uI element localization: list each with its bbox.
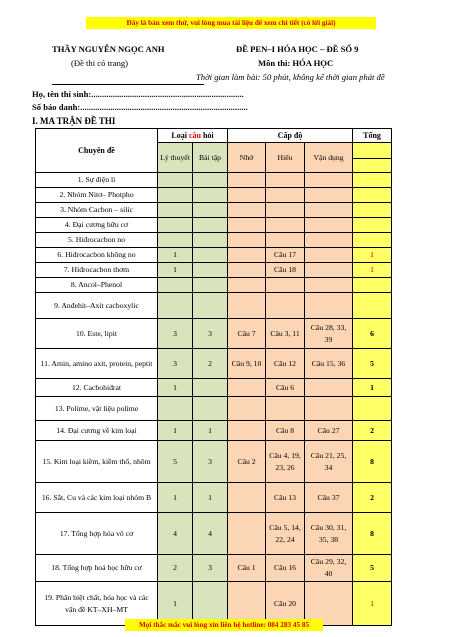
preview-banner: Đây là bản xem thử, vui lòng mua tài liệu để xem chi tiết (có lời giải) (86, 17, 376, 29)
understand-cell (266, 173, 305, 188)
exam-subject: Môn thi: HÓA HỌC (258, 58, 334, 68)
header-topic: Chuyên đề (36, 129, 158, 173)
table-row (36, 513, 392, 555)
header-level: Cấp độ (228, 129, 353, 143)
theory-cell (158, 278, 193, 293)
apply-cell (305, 263, 353, 278)
theory-cell: 1 (158, 263, 193, 278)
total-cell (353, 218, 392, 233)
remember-cell (228, 173, 266, 188)
understand-cell: Câu 13 (266, 483, 305, 513)
apply-cell: Câu 37 (305, 483, 353, 513)
topic-cell: 16. Sắt, Cu và các kim loại nhóm B (36, 483, 158, 513)
understand-cell (266, 218, 305, 233)
understand-cell: Câu 5, 14, 22, 24 (266, 513, 305, 555)
total-cell: 1 (353, 263, 392, 278)
exercise-cell: 3 (193, 319, 228, 349)
apply-cell (305, 203, 353, 218)
apply-cell (305, 248, 353, 263)
remember-cell (228, 218, 266, 233)
table-row (36, 555, 392, 582)
apply-cell: Câu 29, 32, 40 (305, 555, 353, 582)
remember-cell (228, 188, 266, 203)
topic-cell: 10. Este, lipit (36, 319, 158, 349)
understand-cell: Câu 17 (266, 248, 305, 263)
apply-cell (305, 188, 353, 203)
header-total-fill (353, 143, 392, 159)
exercise-cell (193, 263, 228, 278)
table-row (36, 293, 392, 319)
understand-cell: Câu 8 (266, 421, 305, 441)
exercise-cell (193, 233, 228, 248)
topic-cell: 6. Hiđrocacbon không no (36, 248, 158, 263)
total-cell: 2 (353, 421, 392, 441)
theory-cell: 4 (158, 513, 193, 555)
theory-cell (158, 173, 193, 188)
topic-cell: 5. Hiđrocacbon no (36, 233, 158, 248)
table-row (36, 248, 392, 263)
exercise-cell (193, 218, 228, 233)
remember-cell (228, 248, 266, 263)
student-name-line: Họ, tên thí sinh:....................................................................... (32, 89, 244, 99)
topic-cell: 12. Cacbohiđrat (36, 379, 158, 397)
total-cell (353, 278, 392, 293)
understand-cell (266, 293, 305, 319)
theory-cell (158, 293, 193, 319)
exercise-cell: 3 (193, 555, 228, 582)
understand-cell: Câu 20 (266, 582, 305, 626)
apply-cell: Câu 28, 33, 39 (305, 319, 353, 349)
theory-cell: 1 (158, 421, 193, 441)
apply-cell (305, 397, 353, 421)
theory-cell (158, 233, 193, 248)
exercise-cell (193, 278, 228, 293)
exercise-cell (193, 188, 228, 203)
understand-cell (266, 397, 305, 421)
exercise-cell: 1 (193, 421, 228, 441)
topic-cell: 14. Đại cương về kim loại (36, 421, 158, 441)
topic-cell: 8. Ancol–Phenol (36, 278, 158, 293)
remember-cell (228, 379, 266, 397)
header-divider (52, 84, 204, 85)
table-row (36, 173, 392, 188)
understand-cell (266, 188, 305, 203)
theory-cell (158, 188, 193, 203)
table-row (36, 263, 392, 278)
remember-cell: Câu 1 (228, 555, 266, 582)
total-cell: 2 (353, 483, 392, 513)
exercise-cell (193, 173, 228, 188)
table-row (36, 233, 392, 248)
total-cell: 5 (353, 555, 392, 582)
remember-cell (228, 278, 266, 293)
table-row (36, 203, 392, 218)
table-row (36, 483, 392, 513)
topic-cell: 11. Amin, amino axit, protein, peptit (36, 349, 158, 379)
understand-cell (266, 278, 305, 293)
table-row (36, 379, 392, 397)
apply-cell: Câu 30, 31, 35, 38 (305, 513, 353, 555)
theory-cell: 1 (158, 582, 193, 626)
table-row (36, 421, 392, 441)
topic-cell: 13. Polime, vật liệu polime (36, 397, 158, 421)
total-cell (353, 203, 392, 218)
table-row (36, 319, 392, 349)
understand-cell: Câu 4, 19, 23, 26 (266, 441, 305, 483)
remember-cell (228, 203, 266, 218)
topic-cell: 17. Tổng hợp hóa vô cơ (36, 513, 158, 555)
total-cell: 8 (353, 441, 392, 483)
table-row (36, 349, 392, 379)
exercise-cell (193, 203, 228, 218)
total-cell (353, 397, 392, 421)
theory-cell (158, 218, 193, 233)
topic-cell: 15. Kim loại kiềm, kiềm thổ, nhôm (36, 441, 158, 483)
topic-cell: 1. Sự điện li (36, 173, 158, 188)
understand-cell (266, 203, 305, 218)
page-count-note: (Đề thi có trang) (71, 58, 129, 68)
total-cell (353, 233, 392, 248)
understand-cell: Câu 12 (266, 349, 305, 379)
apply-cell (305, 379, 353, 397)
header-theory: Lý thuyết (158, 143, 193, 173)
header-remember: Nhớ (228, 143, 266, 173)
exam-matrix-table (35, 128, 392, 626)
topic-cell: 18. Tổng hợp hoá học hữu cơ (36, 555, 158, 582)
topic-cell: 9. Anđehit–Axit cacboxylic (36, 293, 158, 319)
exam-title: ĐỀ PEN–I HÓA HỌC – ĐỀ SỐ 9 (236, 44, 359, 54)
apply-cell: Câu 15, 36 (305, 349, 353, 379)
table-row (36, 278, 392, 293)
table-row (36, 441, 392, 483)
exercise-cell (193, 248, 228, 263)
total-cell: 1 (353, 582, 392, 626)
apply-cell (305, 218, 353, 233)
table-row (36, 188, 392, 203)
header-total: Tổng (353, 129, 392, 143)
remember-cell: Câu 2 (228, 441, 266, 483)
header-exercise: Bài tập (193, 143, 228, 173)
apply-cell (305, 173, 353, 188)
section-title: I. MA TRẬN ĐỀ THI (32, 116, 116, 126)
remember-cell: Câu 7 (228, 319, 266, 349)
remember-cell (228, 483, 266, 513)
understand-cell (266, 233, 305, 248)
remember-cell (228, 513, 266, 555)
remember-cell (228, 263, 266, 278)
theory-cell (158, 397, 193, 421)
theory-cell: 2 (158, 555, 193, 582)
apply-cell: Câu 27 (305, 421, 353, 441)
header-apply: Vận dụng (305, 143, 353, 173)
header-question-type: Loại câu hỏi (158, 129, 228, 143)
remember-cell (228, 293, 266, 319)
understand-cell: Câu 3, 11 (266, 319, 305, 349)
topic-cell: 4. Đại cương hữu cơ (36, 218, 158, 233)
total-cell: 6 (353, 319, 392, 349)
theory-cell: 1 (158, 483, 193, 513)
theory-cell: 1 (158, 248, 193, 263)
teacher-name: THẦY NGUYỄN NGỌC ANH (52, 44, 165, 54)
theory-cell: 1 (158, 379, 193, 397)
theory-cell: 3 (158, 319, 193, 349)
apply-cell (305, 233, 353, 248)
apply-cell (305, 278, 353, 293)
apply-cell (305, 293, 353, 319)
exercise-cell: 3 (193, 441, 228, 483)
header-total-fill-2 (353, 159, 392, 173)
table-row (36, 218, 392, 233)
understand-cell: Câu 18 (266, 263, 305, 278)
student-id-line: Số báo danh:.............................................................................. (32, 102, 248, 112)
header-understand: Hiểu (266, 143, 305, 173)
topic-cell: 3. Nhóm Cacbon – silic (36, 203, 158, 218)
remember-cell: Câu 9, 10 (228, 349, 266, 379)
exam-time: Thời gian làm bài: 50 phút, không kể thời gian phát đề (196, 72, 385, 82)
total-cell: 1 (353, 248, 392, 263)
total-cell (353, 188, 392, 203)
topic-cell: 2. Nhóm Nitơ– Photpho (36, 188, 158, 203)
remember-cell (228, 397, 266, 421)
total-cell: 5 (353, 349, 392, 379)
theory-cell: 5 (158, 441, 193, 483)
exercise-cell (193, 397, 228, 421)
remember-cell (228, 421, 266, 441)
theory-cell (158, 203, 193, 218)
exercise-cell (193, 293, 228, 319)
theory-cell: 3 (158, 349, 193, 379)
understand-cell: Câu 16 (266, 555, 305, 582)
hotline-banner: Mọi thắc mắc vui lòng xin liên hệ hotline: 084 283 45 85 (125, 619, 323, 631)
total-cell: 8 (353, 513, 392, 555)
topic-cell: 7. Hiđrocacbon thơm (36, 263, 158, 278)
total-cell (353, 173, 392, 188)
remember-cell (228, 233, 266, 248)
exercise-cell: 4 (193, 513, 228, 555)
table-row (36, 397, 392, 421)
exercise-cell (193, 379, 228, 397)
understand-cell: Câu 6 (266, 379, 305, 397)
exercise-cell: 1 (193, 483, 228, 513)
total-cell: 1 (353, 379, 392, 397)
exercise-cell: 2 (193, 349, 228, 379)
topic-cell: 19. Phân biệt chất, hóa học và các vấn đề KT–XH–MT (36, 582, 158, 626)
apply-cell: Câu 21, 25, 34 (305, 441, 353, 483)
total-cell (353, 293, 392, 319)
